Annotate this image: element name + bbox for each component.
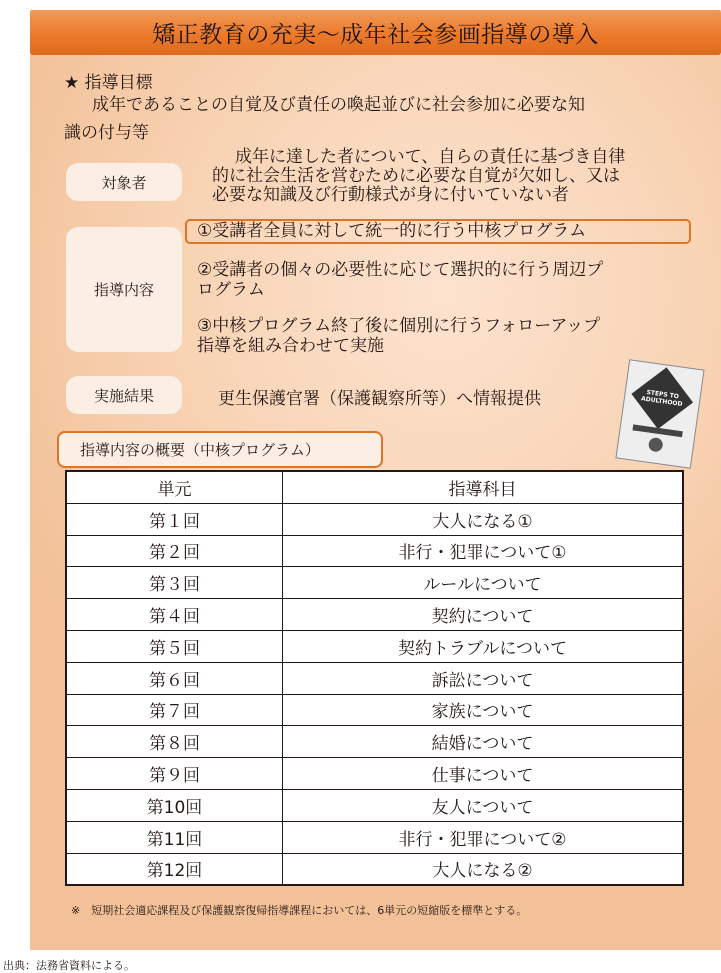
subject-cell: 友人について <box>283 789 684 821</box>
unit-cell: 第８回 <box>66 726 283 758</box>
subject-cell: 契約について <box>283 599 684 631</box>
table-row <box>66 726 683 758</box>
subject-cell: 訴訟について <box>283 662 684 694</box>
goal-text-line2: 識の付与等 <box>64 123 149 143</box>
unit-cell: 第３回 <box>66 567 283 599</box>
book-cover-title: STEPS TO ADULTHOOD <box>640 388 683 408</box>
subject-cell: ルールについて <box>283 567 684 599</box>
column-header-subject: 指導科目 <box>283 471 684 503</box>
book-cover-logo <box>648 437 664 453</box>
goal-text-line1: 成年であることの自覚及び責任の喚起並びに社会参加に必要な知 <box>92 95 585 115</box>
table-row <box>66 853 683 885</box>
table-row <box>66 758 683 790</box>
column-header-unit: 単元 <box>66 471 283 503</box>
table-row <box>66 503 683 535</box>
page-title: 矯正教育の充実～成年社会参画指導の導入 <box>30 10 721 55</box>
content-item-3-line1: ③中核プログラム終了後に個別に行うフォローアップ <box>197 316 601 336</box>
target-line3: 必要な知識及び行動様式が身に付いていない者 <box>212 185 569 205</box>
unit-cell: 第12回 <box>66 853 283 885</box>
content-item-2-line2: ログラム <box>197 280 265 300</box>
unit-cell: 第２回 <box>66 535 283 567</box>
table-row <box>66 662 683 694</box>
program-table <box>65 470 684 886</box>
subject-cell: 家族について <box>283 694 684 726</box>
table-row <box>66 694 683 726</box>
subject-cell: 非行・犯罪について② <box>283 821 684 853</box>
content-item-2-line1: ②受講者の個々の必要性に応じて選択的に行う周辺プ <box>197 260 604 280</box>
content-item-3-line2: 指導を組み合わせて実施 <box>197 336 384 356</box>
subject-cell: 大人になる① <box>283 503 684 535</box>
subject-cell: 契約トラブルについて <box>283 630 684 662</box>
summary-tag: 指導内容の概要（中核プログラム） <box>57 431 383 468</box>
unit-cell: 第７回 <box>66 694 283 726</box>
unit-cell: 第11回 <box>66 821 283 853</box>
unit-cell: 第６回 <box>66 662 283 694</box>
table-row <box>66 789 683 821</box>
source-note: 出典：法務省資料による。 <box>3 959 135 972</box>
table-row <box>66 630 683 662</box>
table-row <box>66 821 683 853</box>
textbook-cover-image <box>615 359 704 469</box>
target-line1: 成年に達した者について、自らの責任に基づき自律 <box>235 147 626 167</box>
goal-heading: ★ 指導目標 <box>64 73 153 93</box>
unit-cell: 第４回 <box>66 599 283 631</box>
table-row <box>66 599 683 631</box>
target-label: 対象者 <box>66 163 182 201</box>
table-header-row <box>66 471 683 503</box>
target-text <box>212 148 702 205</box>
book-cover-emblem <box>631 367 693 429</box>
table-row <box>66 535 683 567</box>
result-text: 更生保護官署（保護観察所等）へ情報提供 <box>218 389 541 409</box>
target-line2: 的に社会生活を営むために必要な自覚が欠如し、又は <box>212 166 620 186</box>
table-row <box>66 567 683 599</box>
unit-cell: 第１回 <box>66 503 283 535</box>
unit-cell: 第９回 <box>66 758 283 790</box>
unit-cell: 第10回 <box>66 789 283 821</box>
unit-cell: 第５回 <box>66 630 283 662</box>
subject-cell: 大人になる② <box>283 853 684 885</box>
subject-cell: 非行・犯罪について① <box>283 535 684 567</box>
content-label: 指導内容 <box>66 227 182 352</box>
subject-cell: 結婚について <box>283 726 684 758</box>
subject-cell: 仕事について <box>283 758 684 790</box>
result-label: 実施結果 <box>66 376 182 414</box>
content-item-1: ①受講者全員に対して統一的に行う中核プログラム <box>197 221 587 241</box>
footnote: ※ 短期社会適応課程及び保護観察復帰指導課程においては、6単元の短縮版を標準とする。 <box>71 904 528 917</box>
